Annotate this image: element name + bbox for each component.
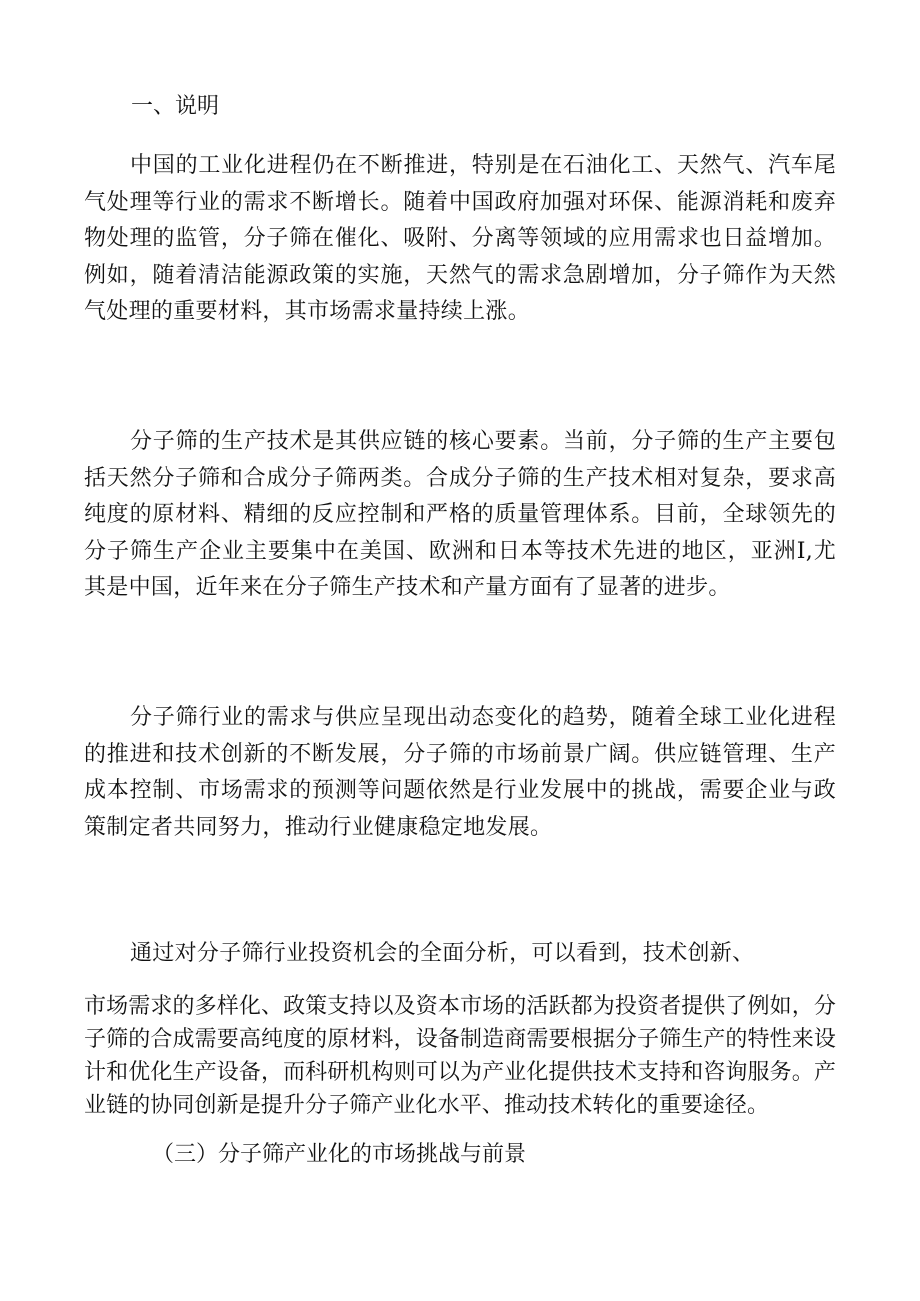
section-heading: 一、说明 <box>131 94 220 119</box>
paragraph-industry-chain: 市场需求的多样化、政策支持以及资本市场的活跃都为投资者提供了例如，分子筛的合成需要高纯度的原材料，设备制造商需要根据分子筛生产的特性来设计和优化生产设备，而科研机构则可以为产业化提供技术支持和咨询服务。产业链的协同创新是提升分子筛产业化水平、推动技术转化的重要途径。 <box>84 994 836 1118</box>
paragraph-industrialization: 中国的工业化进程仍在不断推进，特别是在石油化工、天然气、汽车尾气处理等行业的需求不断增长。随着中国政府加强对环保、能源消耗和废弃物处理的监管，分子筛在催化、吸附、分离等领域的应用需求也日益增加。例如，随着清洁能源政策的实施，天然气的需求急剧增加，分子筛作为天然气处理的重要材料，其市场需求量持续上涨。 <box>84 153 836 325</box>
paragraph-production-technology: 分子筛的生产技术是其供应链的核心要素。当前，分子筛的生产主要包括天然分子筛和合成分子筛两类。合成分子筛的生产技术相对复杂，要求高纯度的原材料、精细的反应控制和严格的质量管理体系。目前，全球领先的分子筛生产企业主要集中在美国、欧洲和日本等技术先进的地区，亚洲I,尤其是中国，近年来在分子筛生产技术和产量方面有了显著的进步。 <box>84 429 836 601</box>
paragraph-supply-demand: 分子筛行业的需求与供应呈现出动态变化的趋势，随着全球工业化进程的推进和技术创新的不断发展，分子筛的市场前景广阔。供应链管理、生产成本控制、市场需求的预测等问题依然是行业发展中的挑战，需要企业与政策制定者共同努力，推动行业健康稳定地发展。 <box>84 705 836 840</box>
paragraph-investment-intro: 通过对分子筛行业投资机会的全面分析，可以看到，技术创新、 <box>130 941 755 966</box>
subsection-heading: （三）分子筛产业化的市场挑战与前景 <box>152 1142 527 1167</box>
